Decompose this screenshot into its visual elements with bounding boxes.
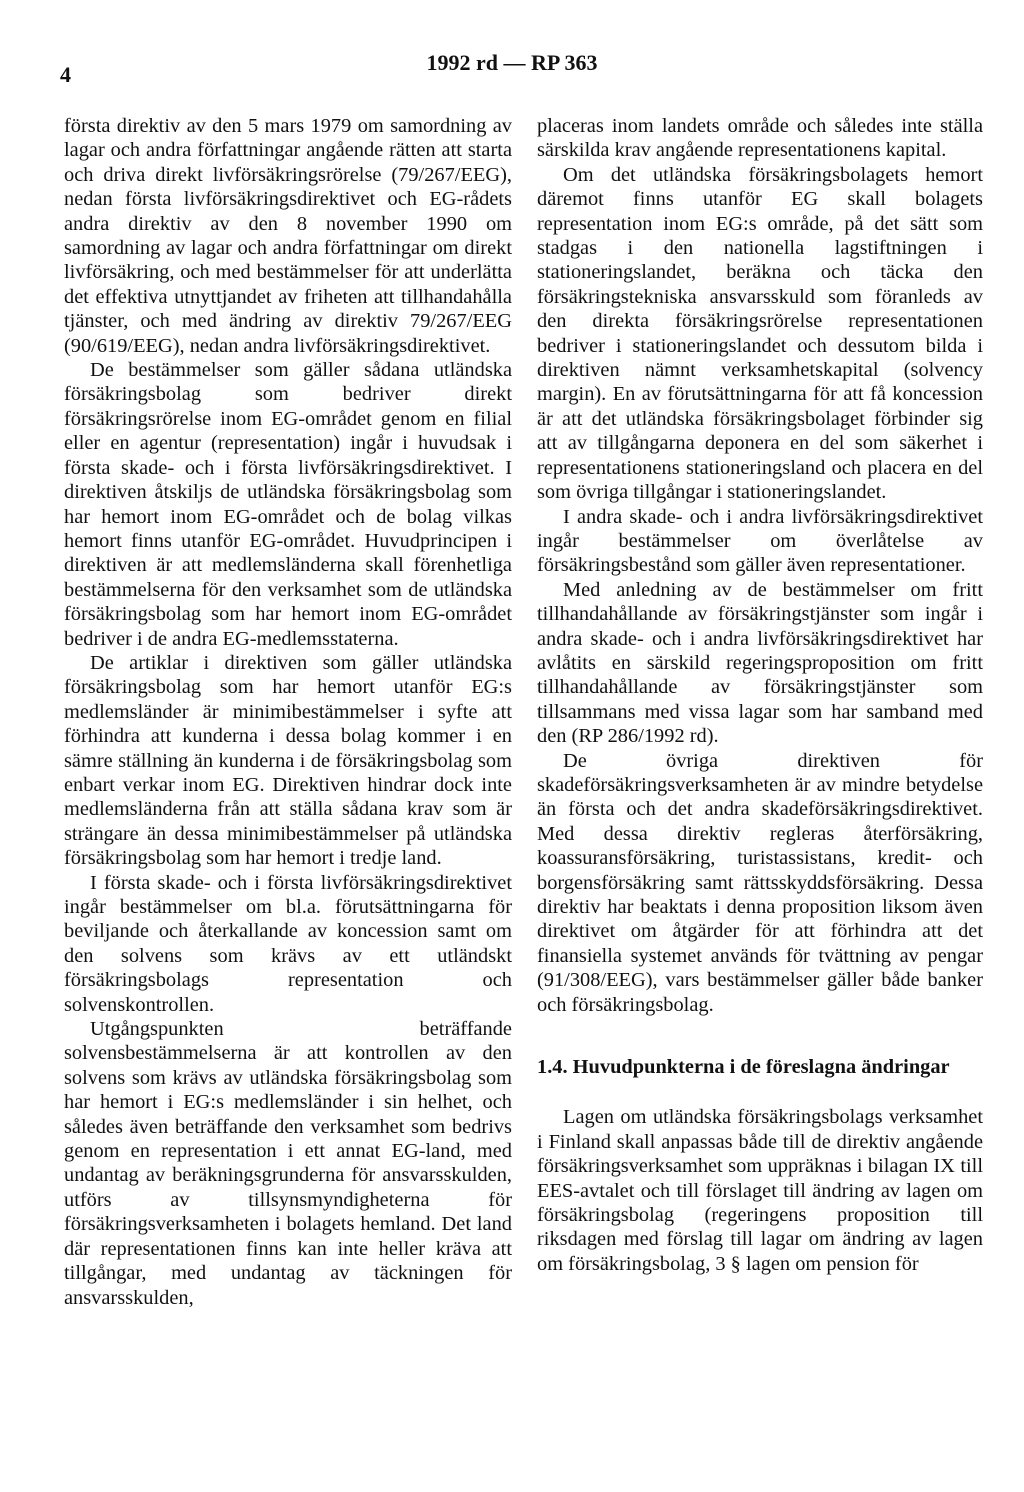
paragraph: Lagen om utländska försäkringsbolags verksamhet i Finland skall anpassas både till de direktiv angående försäkringsverksamhet som uppräknas i bilagan IX till EES-avtalet och till förslaget till ändring av lagen om försäkringsbolag (regeringens proposition till riksdagen med förslag till lagar om ändring av lagen om försäkringsbolag, 3 § lagen om pension för	[537, 1106, 983, 1275]
running-head: 1992 rd — RP 363	[426, 50, 598, 75]
paragraph: De övriga direktiven för skadeförsäkringsverksamheten är av mindre betydelse än första och det andra skadeförsäkringsdirektivet. Med dessa direktiv regleras återförsäkring, koassuransförsäkring, turistassistans, kredit- och borgensförsäkring samt rättsskyddsförsäkring. Dessa direktiv har beaktats i denna proposition liksom även direktivet om åtgärder för att förhindra att det finansiella systemet används för tvättning av pengar (91/308/EEG), vars bestämmelser gäller både banker och försäkringsbolag.	[537, 749, 983, 1016]
right-column	[537, 114, 983, 1276]
paragraph: De bestämmelser som gäller sådana utländska försäkringsbolag som bedriver direkt försäkringsrörelse inom EG-området genom en filial eller en agentur (representation) ingår i huvudsak i första skade- och i första livförsäkringsdirektivet. I direktiven åtskiljs de utländska försäkringsbolag som har hemort inom EG-området och de bolag vilkas hemort finns utanför EG-området. Huvudprincipen i direktiven är att medlemsländerna skall förenhetliga bestämmelserna för den verksamhet som de utländska försäkringsbolag som har hemort inom EG-området bedriver i de andra EG-medlemsstaterna.	[64, 359, 512, 650]
paragraph: Med anledning av de bestämmelser om fritt tillhandahållande av försäkringstjänster som ingår i andra skade- och i andra livförsäkringsdirektivet har avlåtits en särskild regeringsproposition om fritt tillhandahållande av försäkringstjänster som tillsammans med vissa lagar som har samband med den (RP 286/1992 rd).	[537, 578, 983, 748]
paragraph: placeras inom landets område och således inte ställa särskilda krav angående representationens kapital.	[537, 115, 983, 162]
section-heading: 1.4. Huvudpunkterna i de föreslagna ändringar	[537, 1056, 950, 1079]
left-column	[64, 114, 512, 1310]
page-number: 4	[60, 62, 71, 87]
paragraph: I första skade- och i första livförsäkringsdirektivet ingår bestämmelser om bl.a. förutsättningarna för beviljande och återkallande av koncession samt om den solvens som krävs av ett utländskt försäkringsbolags representation och solvenskontrollen.	[64, 871, 512, 1016]
paragraph: Om det utländska försäkringsbolagets hemort däremot finns utanför EG skall bolagets representation inom EG:s område, på det sätt som stadgas i den nationella lagstiftningen i stationeringslandet, beräkna och täcka den försäkringstekniska ansvarsskuld som föranleds av den direkta försäkringsrörelse representationen bedriver i stationeringslandet och dessutom bilda i direktiven nämnt verksamhetskapital (solvency margin). En av förutsättningarna för att få koncession är att det utländska försäkringsbolaget förbinder sig att av tillgångarna deponera en del som säkerhet i representationens stationeringsland och placera en del som övriga tillgångar i stationeringslandet.	[537, 163, 983, 504]
paragraph: De artiklar i direktiven som gäller utländska försäkringsbolag som har hemort utanför EG:s medlemsländer är minimibestämmelser i syfte att förhindra att kunderna i dessa bolag kommer i en sämre ställning än kunderna i de försäkringsbolag som enbart verkar inom EG. Direktiven hindrar dock inte medlemsländerna från att ställa sådana krav som är strängare än dessa minimibestämmelser på utländska försäkringsbolag som har hemort i tredje land.	[64, 651, 512, 870]
paragraph: I andra skade- och i andra livförsäkringsdirektivet ingår bestämmelser om överlåtelse av försäkringsbestånd som gäller även representationer.	[537, 505, 983, 577]
paragraph: Utgångspunkten beträffande solvensbestämmelserna är att kontrollen av den solvens som krävs av utländska försäkringsbolag som har hemort i EG:s medlemsländer i sin helhet, och således även beträffande den verksamhet som bedrivs genom en representation i ett annat EG-land, med undantag av beräkningsgrunderna för ansvarsskulden, utförs av tillsynsmyndigheterna för försäkringsverksamheten i bolagets hemland. Det land där representationen finns kan inte heller kräva att tillgångar, med undantag av täckningen för ansvarsskulden,	[64, 1018, 512, 1309]
paragraph: första direktiv av den 5 mars 1979 om samordning av lagar och andra författningar angående rätten att starta och driva direkt livförsäkringsrörelse (79/267/EEG), nedan första livförsäkringsdirektivet och EG-rådets andra direktiv av den 8 november 1990 om samordning av lagar och andra författningar om direkt livförsäkring, och med bestämmelser för att underlätta det effektiva utnyttjandet av friheten att tillhandahålla tjänster, och med ändring av direktiv 79/267/EEG (90/619/EEG), nedan andra livförsäkringsdirektivet.	[64, 115, 512, 357]
